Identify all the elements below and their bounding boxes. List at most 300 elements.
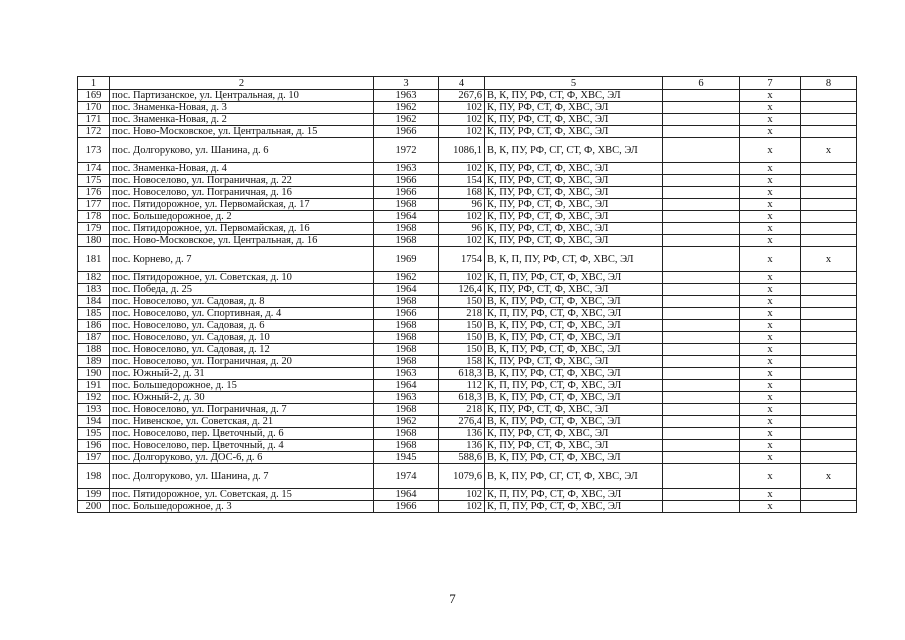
year-cell: 1968 — [374, 296, 439, 308]
year-cell: 1962 — [374, 102, 439, 114]
column-7-mark-cell: x — [740, 464, 801, 489]
address-cell: пос. Новоселово, ул. Пограничная, д. 7 — [110, 404, 374, 416]
column-6-cell — [663, 175, 740, 187]
column-7-mark-cell: x — [740, 175, 801, 187]
row-number-cell: 176 — [78, 187, 110, 199]
row-number-cell: 196 — [78, 440, 110, 452]
table-row — [78, 126, 857, 138]
year-cell: 1963 — [374, 163, 439, 175]
area-cell: 102 — [439, 126, 485, 138]
address-cell: пос. Южный-2, д. 30 — [110, 392, 374, 404]
table-row — [78, 368, 857, 380]
column-8-mark-cell — [801, 368, 857, 380]
services-cell: В, К, П, ПУ, РФ, СТ, Ф, ХВС, ЭЛ — [485, 247, 663, 272]
row-number-cell: 200 — [78, 501, 110, 513]
services-cell: К, ПУ, РФ, СТ, Ф, ХВС, ЭЛ — [485, 114, 663, 126]
services-cell: В, К, ПУ, РФ, СТ, Ф, ХВС, ЭЛ — [485, 320, 663, 332]
address-cell: пос. Долгоруково, ул. ДОС-6, д. 6 — [110, 452, 374, 464]
services-cell: К, ПУ, РФ, СТ, Ф, ХВС, ЭЛ — [485, 102, 663, 114]
page-number: 7 — [449, 591, 456, 606]
table-row — [78, 175, 857, 187]
column-8-mark-cell — [801, 199, 857, 211]
services-cell: К, ПУ, РФ, СТ, Ф, ХВС, ЭЛ — [485, 284, 663, 296]
column-8-mark-cell — [801, 175, 857, 187]
services-cell: К, П, ПУ, РФ, СТ, Ф, ХВС, ЭЛ — [485, 489, 663, 501]
area-cell: 96 — [439, 199, 485, 211]
column-7-mark-cell: x — [740, 332, 801, 344]
table-row — [78, 440, 857, 452]
services-cell: К, ПУ, РФ, СТ, Ф, ХВС, ЭЛ — [485, 199, 663, 211]
column-6-cell — [663, 187, 740, 199]
address-cell: пос. Ново-Московское, ул. Центральная, д. 15 — [110, 126, 374, 138]
services-cell: К, П, ПУ, РФ, СТ, Ф, ХВС, ЭЛ — [485, 308, 663, 320]
area-cell: 218 — [439, 308, 485, 320]
column-7-mark-cell: x — [740, 489, 801, 501]
year-cell: 1966 — [374, 175, 439, 187]
year-cell: 1968 — [374, 428, 439, 440]
table-row — [78, 199, 857, 211]
area-cell: 276,4 — [439, 416, 485, 428]
column-6-cell — [663, 90, 740, 102]
row-number-cell: 197 — [78, 452, 110, 464]
row-number-cell: 177 — [78, 199, 110, 211]
document-sheet — [77, 76, 856, 513]
row-number-cell: 178 — [78, 211, 110, 223]
row-number-cell: 184 — [78, 296, 110, 308]
table-row — [78, 501, 857, 513]
row-number-cell: 199 — [78, 489, 110, 501]
area-cell: 1086,1 — [439, 138, 485, 163]
address-cell: пос. Новоселово, ул. Садовая, д. 10 — [110, 332, 374, 344]
year-cell: 1962 — [374, 272, 439, 284]
year-cell: 1974 — [374, 464, 439, 489]
address-cell: пос. Победа, д. 25 — [110, 284, 374, 296]
area-cell: 112 — [439, 380, 485, 392]
area-cell: 136 — [439, 440, 485, 452]
address-cell: пос. Знаменка-Новая, д. 3 — [110, 102, 374, 114]
services-cell: К, ПУ, РФ, СТ, Ф, ХВС, ЭЛ — [485, 235, 663, 247]
column-8-mark-cell — [801, 102, 857, 114]
address-cell: пос. Новоселово, ул. Садовая, д. 12 — [110, 344, 374, 356]
column-7-mark-cell: x — [740, 138, 801, 163]
row-number-cell: 179 — [78, 223, 110, 235]
year-cell: 1968 — [374, 404, 439, 416]
header-col-5: 5 — [485, 77, 663, 90]
address-cell: пос. Долгоруково, ул. Шанина, д. 6 — [110, 138, 374, 163]
column-6-cell — [663, 272, 740, 284]
table-row — [78, 187, 857, 199]
column-7-mark-cell: x — [740, 223, 801, 235]
column-8-mark-cell — [801, 428, 857, 440]
year-cell: 1964 — [374, 380, 439, 392]
table-row — [78, 90, 857, 102]
column-7-mark-cell: x — [740, 247, 801, 272]
column-7-mark-cell: x — [740, 199, 801, 211]
services-cell: К, ПУ, РФ, СТ, Ф, ХВС, ЭЛ — [485, 440, 663, 452]
column-8-mark-cell — [801, 380, 857, 392]
table-row — [78, 296, 857, 308]
header-col-4: 4 — [439, 77, 485, 90]
area-cell: 618,3 — [439, 392, 485, 404]
column-6-cell — [663, 416, 740, 428]
address-cell: пос. Партизанское, ул. Центральная, д. 10 — [110, 90, 374, 102]
header-col-1: 1 — [78, 77, 110, 90]
area-cell: 158 — [439, 356, 485, 368]
table-row — [78, 332, 857, 344]
table-row — [78, 163, 857, 175]
year-cell: 1964 — [374, 489, 439, 501]
table-row — [78, 284, 857, 296]
area-cell: 102 — [439, 163, 485, 175]
column-8-mark-cell: x — [801, 138, 857, 163]
address-cell: пос. Новоселово, пер. Цветочный, д. 4 — [110, 440, 374, 452]
table-row — [78, 223, 857, 235]
column-7-mark-cell: x — [740, 114, 801, 126]
column-6-cell — [663, 114, 740, 126]
column-7-mark-cell: x — [740, 296, 801, 308]
row-number-cell: 170 — [78, 102, 110, 114]
row-number-cell: 195 — [78, 428, 110, 440]
area-cell: 1079,6 — [439, 464, 485, 489]
row-number-cell: 183 — [78, 284, 110, 296]
row-number-cell: 189 — [78, 356, 110, 368]
column-7-mark-cell: x — [740, 440, 801, 452]
column-8-mark-cell — [801, 163, 857, 175]
row-number-cell: 193 — [78, 404, 110, 416]
table-row — [78, 247, 857, 272]
row-number-cell: 188 — [78, 344, 110, 356]
area-cell: 102 — [439, 114, 485, 126]
services-cell: В, К, ПУ, РФ, СТ, Ф, ХВС, ЭЛ — [485, 452, 663, 464]
services-cell: К, ПУ, РФ, СТ, Ф, ХВС, ЭЛ — [485, 175, 663, 187]
row-number-cell: 191 — [78, 380, 110, 392]
row-number-cell: 169 — [78, 90, 110, 102]
area-cell: 168 — [439, 187, 485, 199]
row-number-cell: 180 — [78, 235, 110, 247]
column-6-cell — [663, 247, 740, 272]
column-8-mark-cell — [801, 308, 857, 320]
year-cell: 1964 — [374, 284, 439, 296]
column-8-mark-cell — [801, 90, 857, 102]
year-cell: 1962 — [374, 416, 439, 428]
column-8-mark-cell — [801, 501, 857, 513]
year-cell: 1963 — [374, 368, 439, 380]
address-cell: пос. Новоселово, ул. Пограничная, д. 22 — [110, 175, 374, 187]
column-6-cell — [663, 489, 740, 501]
area-cell: 150 — [439, 320, 485, 332]
services-cell: К, П, ПУ, РФ, СТ, Ф, ХВС, ЭЛ — [485, 380, 663, 392]
area-cell: 618,3 — [439, 368, 485, 380]
address-cell: пос. Пятидорожное, ул. Первомайская, д. 16 — [110, 223, 374, 235]
column-8-mark-cell: x — [801, 464, 857, 489]
area-cell: 588,6 — [439, 452, 485, 464]
table-row — [78, 428, 857, 440]
column-6-cell — [663, 211, 740, 223]
services-cell: В, К, ПУ, РФ, СТ, Ф, ХВС, ЭЛ — [485, 344, 663, 356]
row-number-cell: 198 — [78, 464, 110, 489]
address-cell: пос. Нивенское, ул. Советская, д. 21 — [110, 416, 374, 428]
column-6-cell — [663, 501, 740, 513]
column-6-cell — [663, 332, 740, 344]
column-8-mark-cell — [801, 332, 857, 344]
column-6-cell — [663, 296, 740, 308]
services-cell: В, К, ПУ, РФ, СТ, Ф, ХВС, ЭЛ — [485, 332, 663, 344]
column-7-mark-cell: x — [740, 344, 801, 356]
year-cell: 1962 — [374, 114, 439, 126]
address-cell: пос. Корнево, д. 7 — [110, 247, 374, 272]
column-7-mark-cell: x — [740, 211, 801, 223]
address-cell: пос. Новоселово, ул. Пограничная, д. 16 — [110, 187, 374, 199]
area-cell: 102 — [439, 272, 485, 284]
header-col-3: 3 — [374, 77, 439, 90]
year-cell: 1966 — [374, 126, 439, 138]
year-cell: 1945 — [374, 452, 439, 464]
services-cell: В, К, ПУ, РФ, СТ, Ф, ХВС, ЭЛ — [485, 296, 663, 308]
services-cell: В, К, ПУ, РФ, СТ, Ф, ХВС, ЭЛ — [485, 90, 663, 102]
services-cell: В, К, ПУ, РФ, СГ, СТ, Ф, ХВС, ЭЛ — [485, 138, 663, 163]
column-8-mark-cell — [801, 126, 857, 138]
row-number-cell: 194 — [78, 416, 110, 428]
table-row — [78, 452, 857, 464]
address-cell: пос. Новоселово, ул. Пограничная, д. 20 — [110, 356, 374, 368]
address-cell: пос. Пятидорожное, ул. Советская, д. 15 — [110, 489, 374, 501]
address-cell: пос. Знаменка-Новая, д. 2 — [110, 114, 374, 126]
column-8-mark-cell — [801, 392, 857, 404]
table-row — [78, 235, 857, 247]
year-cell: 1968 — [374, 235, 439, 247]
column-6-cell — [663, 223, 740, 235]
area-cell: 102 — [439, 211, 485, 223]
row-number-cell: 173 — [78, 138, 110, 163]
row-number-cell: 182 — [78, 272, 110, 284]
row-number-cell: 185 — [78, 308, 110, 320]
column-8-mark-cell — [801, 452, 857, 464]
header-col-7: 7 — [740, 77, 801, 90]
services-cell: К, ПУ, РФ, СТ, Ф, ХВС, ЭЛ — [485, 187, 663, 199]
table-row — [78, 356, 857, 368]
table-row — [78, 344, 857, 356]
address-cell: пос. Пятидорожное, ул. Первомайская, д. 17 — [110, 199, 374, 211]
services-cell: К, ПУ, РФ, СТ, Ф, ХВС, ЭЛ — [485, 211, 663, 223]
year-cell: 1968 — [374, 440, 439, 452]
services-cell: К, ПУ, РФ, СТ, Ф, ХВС, ЭЛ — [485, 428, 663, 440]
column-8-mark-cell — [801, 344, 857, 356]
area-cell: 154 — [439, 175, 485, 187]
column-7-mark-cell: x — [740, 272, 801, 284]
column-7-mark-cell: x — [740, 187, 801, 199]
row-number-cell: 174 — [78, 163, 110, 175]
address-cell: пос. Новоселово, ул. Спортивная, д. 4 — [110, 308, 374, 320]
column-8-mark-cell — [801, 296, 857, 308]
table-row — [78, 138, 857, 163]
column-8-mark-cell — [801, 320, 857, 332]
address-cell: пос. Новоселово, пер. Цветочный, д. 6 — [110, 428, 374, 440]
year-cell: 1966 — [374, 308, 439, 320]
column-7-mark-cell: x — [740, 284, 801, 296]
column-8-mark-cell — [801, 114, 857, 126]
table-row — [78, 404, 857, 416]
column-6-cell — [663, 464, 740, 489]
services-cell: К, П, ПУ, РФ, СТ, Ф, ХВС, ЭЛ — [485, 501, 663, 513]
column-8-mark-cell — [801, 404, 857, 416]
column-7-mark-cell: x — [740, 356, 801, 368]
year-cell: 1972 — [374, 138, 439, 163]
year-cell: 1968 — [374, 223, 439, 235]
address-cell: пос. Большедорожное, д. 3 — [110, 501, 374, 513]
header-col-6: 6 — [663, 77, 740, 90]
services-cell: К, ПУ, РФ, СТ, Ф, ХВС, ЭЛ — [485, 404, 663, 416]
address-cell: пос. Ново-Московское, ул. Центральная, д. 16 — [110, 235, 374, 247]
services-cell: В, К, ПУ, РФ, СТ, Ф, ХВС, ЭЛ — [485, 392, 663, 404]
address-cell: пос. Новоселово, ул. Садовая, д. 6 — [110, 320, 374, 332]
column-6-cell — [663, 368, 740, 380]
row-number-cell: 192 — [78, 392, 110, 404]
column-7-mark-cell: x — [740, 428, 801, 440]
column-6-cell — [663, 284, 740, 296]
services-cell: В, К, ПУ, РФ, СГ, СТ, Ф, ХВС, ЭЛ — [485, 464, 663, 489]
column-8-mark-cell — [801, 272, 857, 284]
table-row — [78, 320, 857, 332]
column-8-mark-cell — [801, 187, 857, 199]
column-7-mark-cell: x — [740, 501, 801, 513]
row-number-cell: 187 — [78, 332, 110, 344]
area-cell: 102 — [439, 489, 485, 501]
column-7-mark-cell: x — [740, 102, 801, 114]
address-cell: пос. Новоселово, ул. Садовая, д. 8 — [110, 296, 374, 308]
column-6-cell — [663, 452, 740, 464]
area-cell: 102 — [439, 102, 485, 114]
column-8-mark-cell — [801, 416, 857, 428]
column-6-cell — [663, 428, 740, 440]
column-7-mark-cell: x — [740, 235, 801, 247]
table-body — [78, 90, 857, 513]
year-cell: 1966 — [374, 501, 439, 513]
area-cell: 96 — [439, 223, 485, 235]
services-cell: К, ПУ, РФ, СТ, Ф, ХВС, ЭЛ — [485, 356, 663, 368]
services-cell: В, К, ПУ, РФ, СТ, Ф, ХВС, ЭЛ — [485, 416, 663, 428]
column-7-mark-cell: x — [740, 392, 801, 404]
row-number-cell: 186 — [78, 320, 110, 332]
column-8-mark-cell — [801, 223, 857, 235]
header-col-8: 8 — [801, 77, 857, 90]
year-cell: 1968 — [374, 356, 439, 368]
column-6-cell — [663, 440, 740, 452]
area-cell: 150 — [439, 332, 485, 344]
column-7-mark-cell: x — [740, 90, 801, 102]
column-6-cell — [663, 308, 740, 320]
column-8-mark-cell: x — [801, 247, 857, 272]
table-row — [78, 392, 857, 404]
housing-table — [77, 76, 857, 513]
column-7-mark-cell: x — [740, 126, 801, 138]
year-cell: 1964 — [374, 211, 439, 223]
column-6-cell — [663, 392, 740, 404]
address-cell: пос. Южный-2, д. 31 — [110, 368, 374, 380]
area-cell: 150 — [439, 344, 485, 356]
column-6-cell — [663, 344, 740, 356]
table-row — [78, 416, 857, 428]
services-cell: К, П, ПУ, РФ, СТ, Ф, ХВС, ЭЛ — [485, 272, 663, 284]
area-cell: 267,6 — [439, 90, 485, 102]
table-row — [78, 272, 857, 284]
column-8-mark-cell — [801, 440, 857, 452]
column-6-cell — [663, 320, 740, 332]
area-cell: 218 — [439, 404, 485, 416]
column-6-cell — [663, 126, 740, 138]
area-cell: 102 — [439, 501, 485, 513]
row-number-cell: 181 — [78, 247, 110, 272]
column-6-cell — [663, 102, 740, 114]
services-cell: К, ПУ, РФ, СТ, Ф, ХВС, ЭЛ — [485, 223, 663, 235]
column-6-cell — [663, 380, 740, 392]
column-8-mark-cell — [801, 284, 857, 296]
year-cell: 1963 — [374, 392, 439, 404]
column-7-mark-cell: x — [740, 416, 801, 428]
column-6-cell — [663, 199, 740, 211]
column-6-cell — [663, 356, 740, 368]
column-7-mark-cell: x — [740, 163, 801, 175]
year-cell: 1969 — [374, 247, 439, 272]
column-8-mark-cell — [801, 356, 857, 368]
row-number-cell: 172 — [78, 126, 110, 138]
year-cell: 1968 — [374, 332, 439, 344]
area-cell: 1754 — [439, 247, 485, 272]
header-col-2: 2 — [110, 77, 374, 90]
column-6-cell — [663, 138, 740, 163]
table-header-row — [78, 77, 857, 90]
address-cell: пос. Долгоруково, ул. Шанина, д. 7 — [110, 464, 374, 489]
area-cell: 136 — [439, 428, 485, 440]
table-row — [78, 114, 857, 126]
services-cell: В, К, ПУ, РФ, СТ, Ф, ХВС, ЭЛ — [485, 368, 663, 380]
column-7-mark-cell: x — [740, 308, 801, 320]
row-number-cell: 190 — [78, 368, 110, 380]
address-cell: пос. Пятидорожное, ул. Советская, д. 10 — [110, 272, 374, 284]
year-cell: 1963 — [374, 90, 439, 102]
table-row — [78, 464, 857, 489]
column-6-cell — [663, 235, 740, 247]
address-cell: пос. Знаменка-Новая, д. 4 — [110, 163, 374, 175]
table-row — [78, 308, 857, 320]
services-cell: К, ПУ, РФ, СТ, Ф, ХВС, ЭЛ — [485, 126, 663, 138]
area-cell: 102 — [439, 235, 485, 247]
column-8-mark-cell — [801, 489, 857, 501]
year-cell: 1968 — [374, 199, 439, 211]
column-7-mark-cell: x — [740, 452, 801, 464]
address-cell: пос. Большедорожное, д. 15 — [110, 380, 374, 392]
table-row — [78, 102, 857, 114]
area-cell: 150 — [439, 296, 485, 308]
column-7-mark-cell: x — [740, 368, 801, 380]
year-cell: 1966 — [374, 187, 439, 199]
column-7-mark-cell: x — [740, 404, 801, 416]
year-cell: 1968 — [374, 344, 439, 356]
table-row — [78, 489, 857, 501]
row-number-cell: 171 — [78, 114, 110, 126]
column-7-mark-cell: x — [740, 380, 801, 392]
column-6-cell — [663, 404, 740, 416]
services-cell: К, ПУ, РФ, СТ, Ф, ХВС, ЭЛ — [485, 163, 663, 175]
column-8-mark-cell — [801, 211, 857, 223]
row-number-cell: 175 — [78, 175, 110, 187]
column-6-cell — [663, 163, 740, 175]
area-cell: 126,4 — [439, 284, 485, 296]
address-cell: пос. Большедорожное, д. 2 — [110, 211, 374, 223]
table-row — [78, 211, 857, 223]
year-cell: 1968 — [374, 320, 439, 332]
column-8-mark-cell — [801, 235, 857, 247]
column-7-mark-cell: x — [740, 320, 801, 332]
